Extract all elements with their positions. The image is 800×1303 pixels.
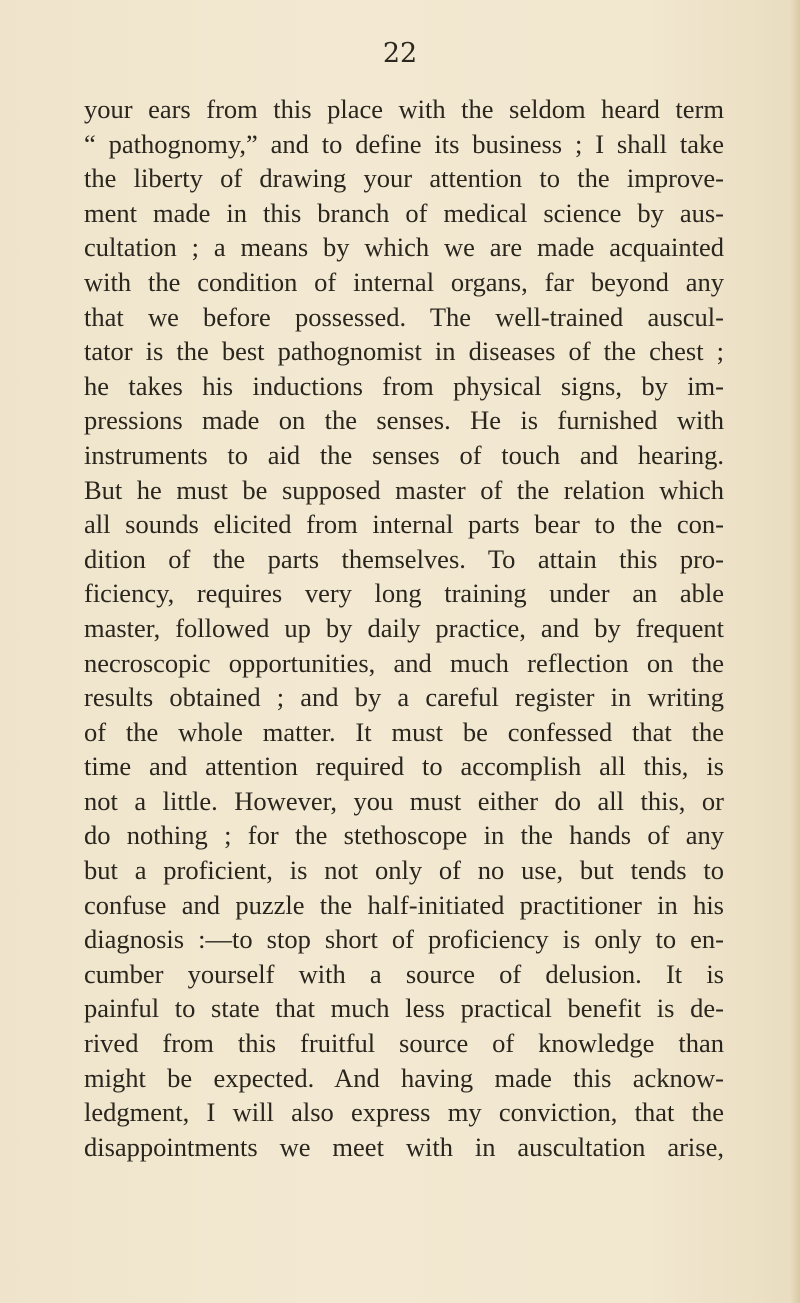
text-line: that we before possessed. The well-trained auscul-	[84, 301, 724, 332]
text-line: tator is the best pathognomist in diseases of the chest ;	[84, 336, 724, 367]
text-line: with the condition of internal organs, far beyond any	[84, 266, 724, 297]
body-paragraph	[84, 92, 724, 1164]
text-line: cumber yourself with a source of delusion. It is	[84, 958, 724, 989]
text-line: might be expected. And having made this acknow-	[84, 1062, 724, 1093]
text-line: ment made in this branch of medical science by aus-	[84, 197, 724, 228]
page-edge-shadow	[790, 0, 800, 1303]
text-line: confuse and puzzle the half-initiated practitioner in his	[84, 889, 724, 920]
text-line: not a little. However, you must either do all this, or	[84, 785, 724, 816]
text-line: But he must be supposed master of the relation which	[84, 474, 724, 505]
text-line: diagnosis :—to stop short of proficiency is only to en-	[84, 924, 724, 955]
text-line: disappointments we meet with in auscultation arise,	[84, 1131, 724, 1162]
text-line: of the whole matter. It must be confessed that the	[84, 716, 724, 747]
text-line: he takes his inductions from physical signs, by im-	[84, 370, 724, 401]
text-line: pressions made on the senses. He is furnished with	[84, 405, 724, 436]
text-line: ledgment, I will also express my conviction, that the	[84, 1097, 724, 1128]
text-line: rived from this fruitful source of knowledge than	[84, 1028, 724, 1059]
text-line: results obtained ; and by a careful register in writing	[84, 682, 724, 713]
text-line: ficiency, requires very long training under an able	[84, 578, 724, 609]
text-line: the liberty of drawing your attention to the improve-	[84, 163, 724, 194]
text-line: time and attention required to accomplish all this, is	[84, 751, 724, 782]
text-line: instruments to aid the senses of touch and hearing.	[84, 439, 724, 470]
text-line: necroscopic opportunities, and much reflection on the	[84, 647, 724, 678]
text-line: painful to state that much less practical benefit is de-	[84, 993, 724, 1024]
page-number: 22	[382, 38, 418, 69]
text-line: do nothing ; for the stethoscope in the hands of any	[84, 820, 724, 851]
text-line: “ pathognomy,” and to define its business ; I shall take	[84, 128, 724, 159]
text-line: all sounds elicited from internal parts bear to the con-	[84, 509, 724, 540]
text-line: cultation ; a means by which we are made acquainted	[84, 232, 724, 263]
text-line: your ears from this place with the seldom heard term	[84, 94, 724, 124]
text-line: master, followed up by daily practice, and by frequent	[84, 612, 724, 643]
text-line: but a proficient, is not only of no use, but tends to	[84, 855, 724, 886]
text-line: dition of the parts themselves. To attain this pro-	[84, 543, 724, 574]
